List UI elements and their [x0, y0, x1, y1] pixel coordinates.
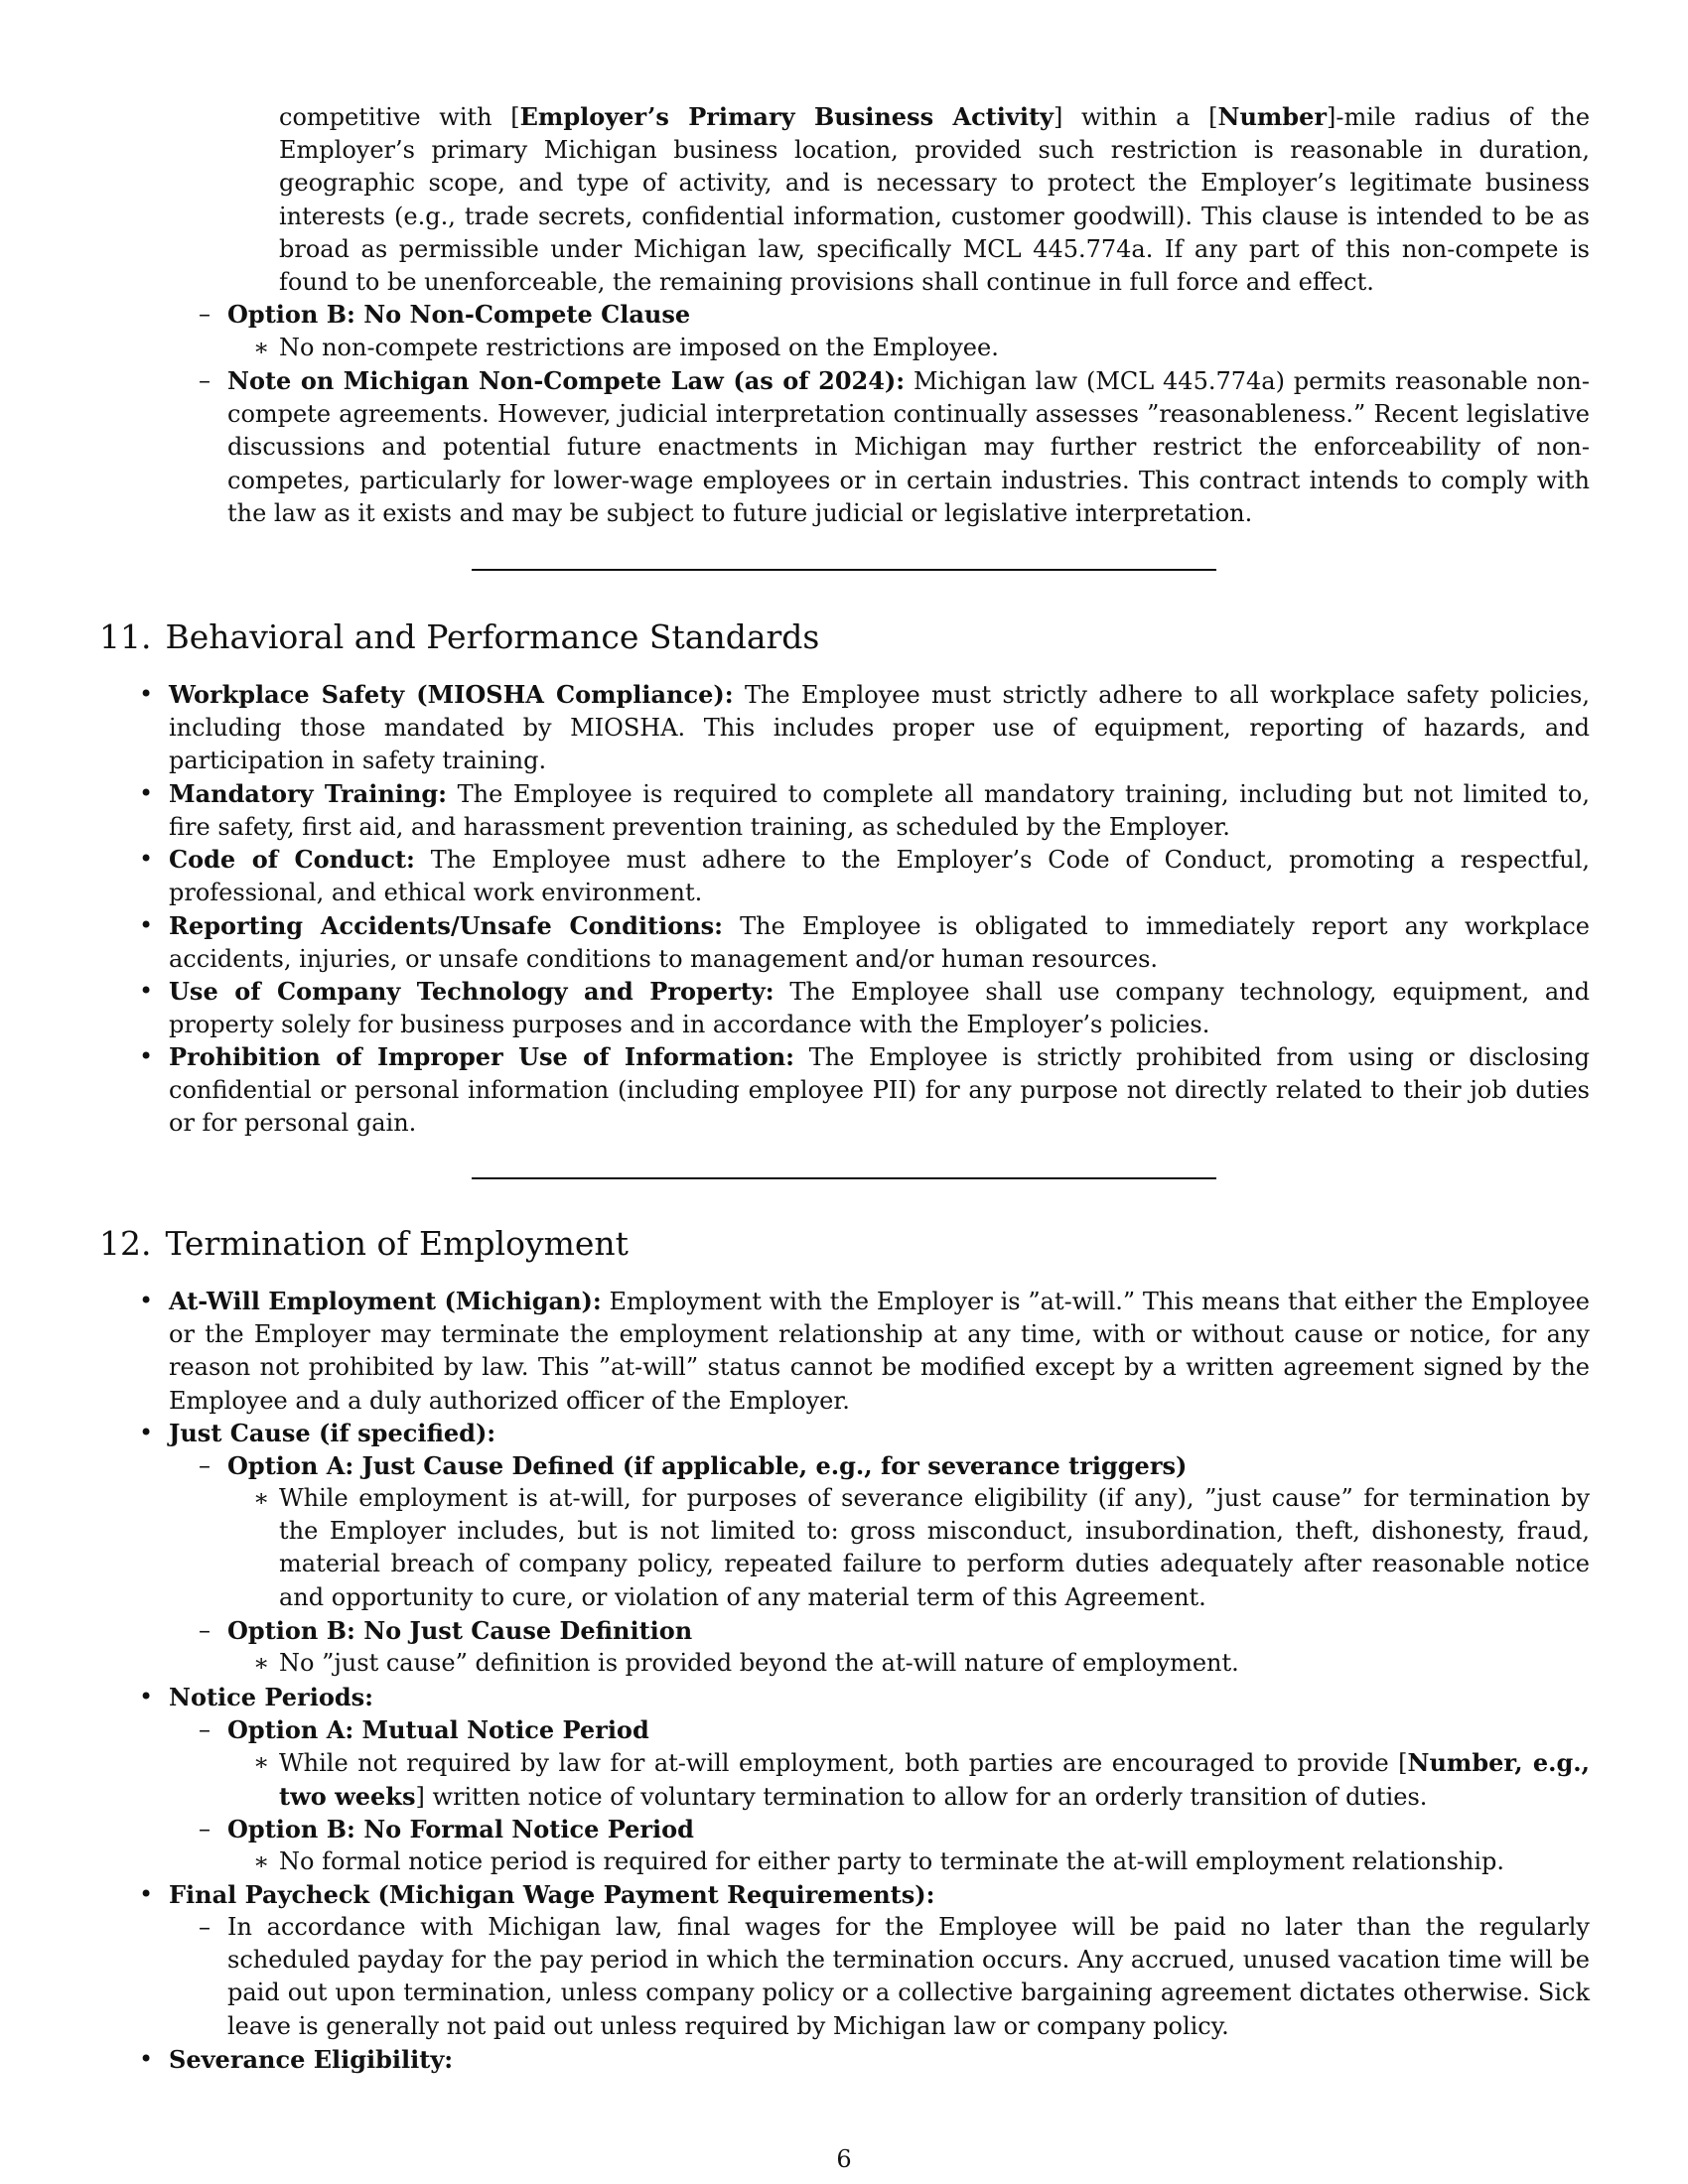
bullet-marker: •	[139, 2045, 154, 2073]
bullet-marker: •	[139, 1042, 154, 1070]
s12-just-cause-option-b-title: Option B: No Just Cause Definition	[227, 1616, 693, 1645]
s12-just-cause-option-b-text: No ”just cause” definition is provided beyond the at-will nature of employment.	[279, 1649, 1239, 1677]
s11-item-workplace-safety: Workplace Safety (MIOSHA Compliance): The Employee must strictly adhere to all workplace safety policies, including those mandated by MIOSHA. This includes proper use of equipment, reporting of hazards, and participation in safety training.	[169, 680, 1591, 775]
bullet-marker: •	[139, 1880, 154, 1908]
page-number: 6	[836, 2145, 852, 2173]
s11-item-improper-use-of-information: Prohibition of Improper Use of Information: The Employee is strictly prohibited from using or disclosing confidential or personal information (including employee PII) for any purpose not directly related to their job duties or for personal gain.	[169, 1042, 1590, 1138]
noncompete-option-b-title: Option B: No Non-Compete Clause	[227, 300, 691, 329]
star-marker: ∗	[253, 1649, 270, 1677]
section-12-heading: 12. Termination of Employment	[99, 1224, 629, 1263]
bullet-marker: •	[139, 911, 154, 939]
dash-marker: –	[199, 366, 211, 394]
noncompete-option-a-continuation: competitive with [Employer’s Primary Business Activity] within a [Number]-mile radius of the Employer’s primary Michigan business location, provided such restriction is reasonable in duration, geographic scope, and type of activity, and is necessary to protect the Employer’s legitimate business interests (e.g., trade secrets, confidential information, customer goodwill). This clause is intended to be as broad as permissible under Michigan law, specifically MCL 445.774a. If any part of this non-compete is found to be unenforceable, the remaining provisions shall continue in full force and effect.	[279, 102, 1591, 297]
bullet-marker: •	[139, 1419, 154, 1446]
dash-marker: –	[199, 300, 211, 328]
s12-notice-option-a-text: While not required by law for at-will employment, both parties are encouraged to provide [Number, e.g., two weeks] written notice of voluntary termination to allow for an orderly transition of duties.	[279, 1748, 1591, 1812]
s12-notice-option-a-title: Option A: Mutual Notice Period	[227, 1715, 649, 1744]
section-11-heading: 11. Behavioral and Performance Standards	[99, 617, 820, 656]
bullet-marker: •	[139, 1683, 154, 1710]
s12-just-cause-option-a-text: While employment is at-will, for purposes of severance eligibility (if any), ”just cause” for termination by the Employer includes, but is not limited to: gross misconduct, insubordination, theft, dishonesty, fraud, material breach of company policy, repeated failure to perform duties adequately after reasonable notice and opportunity to cure, or violation of any material term of this Agreement.	[279, 1484, 1590, 1611]
section-divider	[472, 1177, 1216, 1179]
s11-item-code-of-conduct: Code of Conduct: The Employee must adhere to the Employer’s Code of Conduct, promoting a respectful, professional, and ethical work environment.	[169, 845, 1590, 907]
s12-just-cause-option-a-title: Option A: Just Cause Defined (if applicable, e.g., for severance triggers)	[227, 1451, 1188, 1480]
dash-marker: –	[199, 1451, 211, 1479]
dash-marker: –	[199, 1616, 211, 1644]
bullet-marker: •	[139, 1287, 154, 1314]
dash-marker: –	[199, 1913, 211, 1941]
bullet-marker: •	[139, 977, 154, 1005]
s11-item-reporting-accidents: Reporting Accidents/Unsafe Conditions: The Employee is obligated to immediately report any workplace accidents, injuries, or unsafe conditions to management and/or human resources.	[169, 911, 1590, 974]
s11-item-company-technology: Use of Company Technology and Property: The Employee shall use company technology, equipment, and property solely for business purposes and in accordance with the Employer’s policies.	[169, 977, 1590, 1039]
star-marker: ∗	[253, 1748, 270, 1776]
s12-just-cause-label: Just Cause (if specified):	[169, 1419, 496, 1447]
bullet-marker: •	[139, 779, 154, 807]
star-marker: ∗	[253, 1484, 270, 1512]
noncompete-option-b-item: No non-compete restrictions are imposed on the Employee.	[279, 334, 999, 361]
noncompete-note: Note on Michigan Non-Compete Law (as of 2024): Michigan law (MCL 445.774a) permits reasonable non-compete agreements. However, judicial interpretation continually assesses ”reasonableness.” Recent legislative discussions and potential future enactments in Michigan may further restrict the enforceability of non-competes, particularly for lower-wage employees or in certain industries. This contract intends to comply with the law as it exists and may be subject to future judicial or legislative interpretation.	[227, 366, 1590, 527]
s12-at-will-employment: At-Will Employment (Michigan): Employment with the Employer is ”at-will.” This means that either the Employee or the Employer may terminate the employment relationship at any time, with or without cause or notice, for any reason not prohibited by law. This ”at-will” status cannot be modified except by a written agreement signed by the Employee and a duly authorized officer of the Employer.	[169, 1287, 1590, 1415]
s12-final-paycheck-text: In accordance with Michigan law, final wages for the Employee will be paid no later than the regularly scheduled payday for the pay period in which the termination occurs. Any accrued, unused vacation time will be paid out upon termination, unless company policy or a collective bargaining agreement dictates otherwise. Sick leave is generally not paid out unless required by Michigan law or company policy.	[227, 1913, 1590, 2040]
s12-notice-option-b-title: Option B: No Formal Notice Period	[227, 1815, 694, 1843]
bullet-marker: •	[139, 680, 154, 708]
s12-final-paycheck-label: Final Paycheck (Michigan Wage Payment Requirements):	[169, 1880, 935, 1909]
s12-notice-periods-label: Notice Periods:	[169, 1683, 373, 1711]
dash-marker: –	[199, 1815, 211, 1843]
dash-marker: –	[199, 1715, 211, 1743]
star-marker: ∗	[253, 334, 270, 361]
star-marker: ∗	[253, 1847, 270, 1875]
s12-notice-option-b-text: No formal notice period is required for either party to terminate the at-will employment relationship.	[279, 1847, 1505, 1875]
s12-severance-eligibility-label: Severance Eligibility:	[169, 2045, 454, 2074]
bullet-marker: •	[139, 845, 154, 873]
section-divider	[472, 569, 1216, 571]
s11-item-mandatory-training: Mandatory Training: The Employee is required to complete all mandatory training, including but not limited to, fire safety, first aid, and harassment prevention training, as scheduled by the Employer.	[169, 779, 1590, 842]
